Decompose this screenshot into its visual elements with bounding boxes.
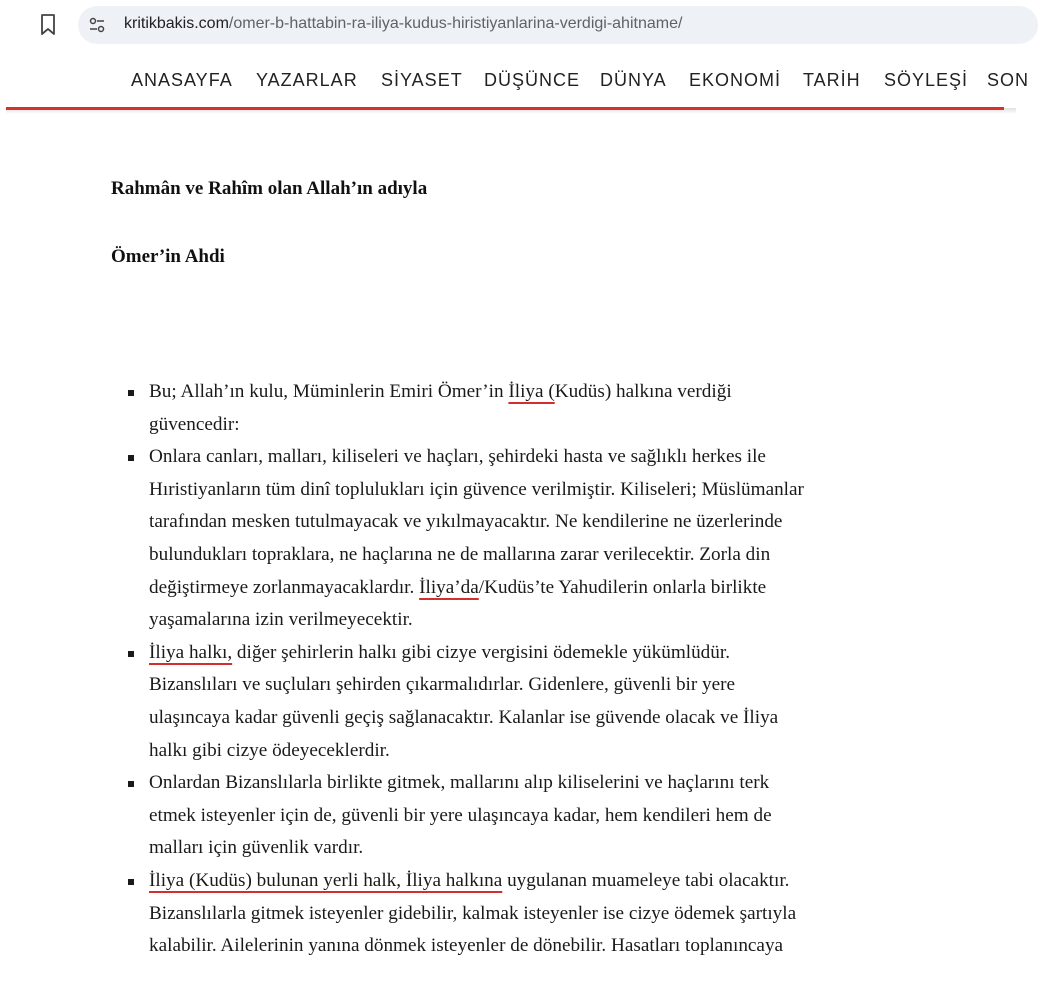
browser-toolbar	[0, 0, 1024, 50]
list-item	[128, 767, 908, 865]
text-segment: Kudüs) halkına verdiği	[554, 381, 732, 402]
highlight-yerli-halk: İliya (Kudüs) bulunan yerli halk, İliya halkına	[149, 869, 503, 891]
nav-item-soylesi[interactable]: SÖYLEŞİ	[884, 70, 969, 90]
nav-item-anasayfa[interactable]: ANASAYFA	[131, 70, 233, 90]
text-line: etmek isteyenler için de, güvenli bir yere ulaşıncaya kadar, hem kendileri hem de	[149, 804, 772, 826]
list-item	[128, 376, 908, 441]
nav-item-tarih[interactable]: TARİH	[803, 70, 861, 90]
text-line	[149, 637, 908, 670]
highlight-iliya-halki: İliya halkı,	[149, 641, 233, 663]
list-item	[128, 441, 908, 637]
text-line: Onlara canları, malları, kiliseleri ve haçları, şehirdeki hasta ve sağlıklı herkes ile	[149, 446, 766, 468]
text-line: güvencedir:	[149, 413, 240, 435]
text-line: ulaşıncaya kadar güvenli geçiş sağlanacaktır. Kalanlar ise güvende olacak ve İliya	[149, 706, 779, 728]
list-item	[128, 637, 908, 767]
text-line: Onlardan Bizanslılarla birlikte gitmek, mallarını alıp kiliselerini ve haçlarını terk	[149, 772, 770, 794]
text-line: malları için güvenlik vardır.	[149, 837, 364, 859]
text-line: yaşamalarına izin verilmeyecektir.	[149, 609, 413, 631]
text-line: tarafından mesken tutulmayacak ve yıkılmayacaktır. Ne kendilerine ne üzerlerinde	[149, 511, 783, 533]
highlight-iliya: İliya (	[508, 381, 555, 402]
nav-accent-rule	[6, 107, 1004, 110]
url-text[interactable]	[124, 15, 682, 33]
nav-item-dusunce[interactable]: DÜŞÜNCE	[484, 70, 581, 90]
bookmark-icon[interactable]	[38, 13, 58, 37]
covenant-list	[128, 376, 908, 963]
nav-item-dunya[interactable]: DÜNYA	[600, 70, 667, 90]
text-line	[149, 376, 908, 409]
site-nav	[0, 60, 1030, 104]
text-segment: diğer şehirlerin halkı gibi cizye vergisini ödemekle yükümlüdür.	[232, 641, 730, 663]
site-settings-icon[interactable]	[88, 16, 106, 34]
url-path: /omer-b-hattabin-ra-iliya-kudus-hiristiyanlarina-verdigi-ahitname/	[228, 15, 683, 32]
text-segment: uygulanan muameleye tabi olacaktır.	[502, 869, 790, 891]
text-line: Hıristiyanların tüm dinî toplulukları için güvence verilmiştir. Kiliseleri; Müslümanlar	[149, 478, 804, 500]
list-item	[128, 865, 908, 963]
nav-item-siyaset[interactable]: SİYASET	[381, 70, 463, 90]
article-subtitle: Ömer’in Ahdi	[111, 246, 225, 267]
basmala-heading: Rahmân ve Rahîm olan Allah’ın adıyla	[111, 178, 428, 199]
highlight-iliyada: İliya’da	[419, 576, 479, 598]
text-segment: değiştirmeye zorlanmayacaklardır.	[149, 576, 420, 598]
nav-item-ekonomi[interactable]: EKONOMİ	[689, 70, 782, 90]
text-line	[149, 865, 908, 898]
text-line: halkı gibi cizye ödeyeceklerdir.	[149, 739, 390, 761]
url-domain: kritikbakis.com	[124, 15, 229, 32]
text-segment: /Kudüs’te Yahudilerin onlarla birlikte	[478, 576, 767, 598]
text-line: kalabilir. Ailelerinin yanına dönmek isteyenler de dönebilir. Hasatları toplanıncaya	[149, 935, 784, 957]
text-line: Bizanslıları ve suçluları şehirden çıkarmalıdırlar. Gidenlere, güvenli bir yere	[149, 674, 736, 696]
text-line	[149, 572, 908, 605]
address-bar[interactable]	[78, 6, 1038, 44]
text-line: Bizanslılarla gitmek isteyenler gidebilir, kalmak isteyenler ise cizye ödemek şartıyla	[149, 902, 797, 924]
nav-item-son[interactable]: SON	[987, 70, 1030, 90]
nav-item-yazarlar[interactable]: YAZARLAR	[256, 70, 358, 90]
text-line: bulundukları topraklara, ne haçlarına ne de mallarına zarar verilecektir. Zorla din	[149, 543, 771, 565]
text-segment: Bu; Allah’ın kulu, Müminlerin Emiri Ömer’in	[149, 381, 509, 402]
